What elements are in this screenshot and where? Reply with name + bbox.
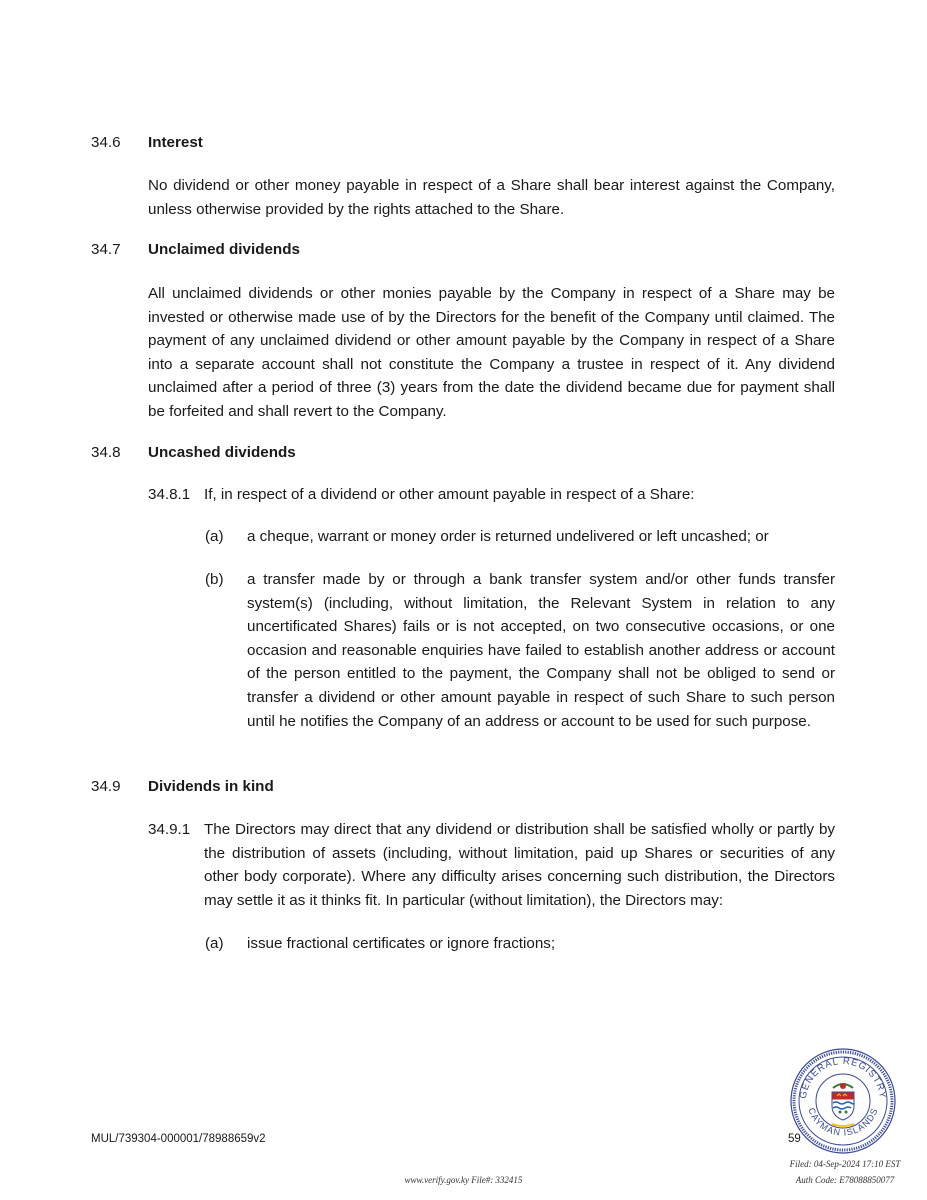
section-number-34-9: 34.9 [91,778,121,795]
section-number-34-8: 34.8 [91,444,121,461]
section-body-interest: No dividend or other money payable in respect of a Share shall bear interest against the Company, unless otherwise provided by the rights attached to the Share. [148,177,835,218]
section-heading-unclaimed-dividends: Unclaimed dividends [148,241,300,258]
verify-url: www.verify.gov.ky File#: 332415 [404,1175,523,1185]
item-text-b: a transfer made by or through a bank transfer system and/or other funds transfer system(s) (including, without limitation, the Relevant System in relation to any uncertificated Shares) fails or is not accepted, on two consecutive occasions, or one occasion and reasonable enquiries have failed to establish another address or account of the person entitled to the payment, the Company shall not be obliged to send or transfer a dividend or other amount payable in respect of such Share to such person until he notifies the Company of an address or account to be used for such purpose. [247,571,835,730]
document-reference: MUL/739304-000001/78988659v2 [91,1133,266,1145]
subclause-number-34-9-1: 34.9.1 [148,821,191,838]
svg-text:CAYMAN ISLANDS: CAYMAN ISLANDS [806,1106,880,1138]
filed-stamp: Filed: 04-Sep-2024 17:10 EST [789,1159,901,1169]
general-registry-seal [788,1046,898,1156]
item-text-a-fractions: issue fractional certificates or ignore fractions; [247,935,556,952]
item-label-a: (a) [205,528,224,545]
auth-code: Auth Code: E78088850077 [795,1175,895,1185]
section-heading-interest: Interest [148,134,203,151]
item-label-b: (b) [205,571,224,588]
subclause-number-34-8-1: 34.8.1 [148,486,191,503]
section-number-34-6: 34.6 [91,134,121,151]
subclause-text-34-8-1: If, in respect of a dividend or other amount payable in respect of a Share: [204,486,695,503]
section-heading-uncashed-dividends: Uncashed dividends [148,444,296,461]
subclause-text-34-9-1: The Directors may direct that any dividend or distribution shall be satisfied wholly or partly by the distribution of assets (including, without limitation, paid up Shares or securities of any other body corporate). Where any difficulty arises concerning such distribution, the Directors may settle it as it thinks fit. In particular (without limitation), the Directors may: [204,821,835,909]
item-label-a-fractions: (a) [205,935,224,952]
svg-text:GENERAL REGISTRY: GENERAL REGISTRY [797,1055,889,1100]
section-heading-dividends-in-kind: Dividends in kind [148,778,274,795]
page-number: 59 [788,1133,801,1145]
section-number-34-7: 34.7 [91,241,121,258]
item-text-a: a cheque, warrant or money order is returned undelivered or left uncashed; or [247,528,769,545]
section-body-unclaimed-dividends: All unclaimed dividends or other monies payable by the Company in respect of a Share may be invested or otherwise made use of by the Directors for the benefit of the Company until claimed. The payment of any unclaimed dividend or other amount payable by the Company in respect of a Share into a separate account shall not constitute the Company a trustee in respect of it. Any dividend unclaimed after a period of three (3) years from the date the dividend became due for payment shall be forfeited and shall revert to the Company. [148,285,835,420]
